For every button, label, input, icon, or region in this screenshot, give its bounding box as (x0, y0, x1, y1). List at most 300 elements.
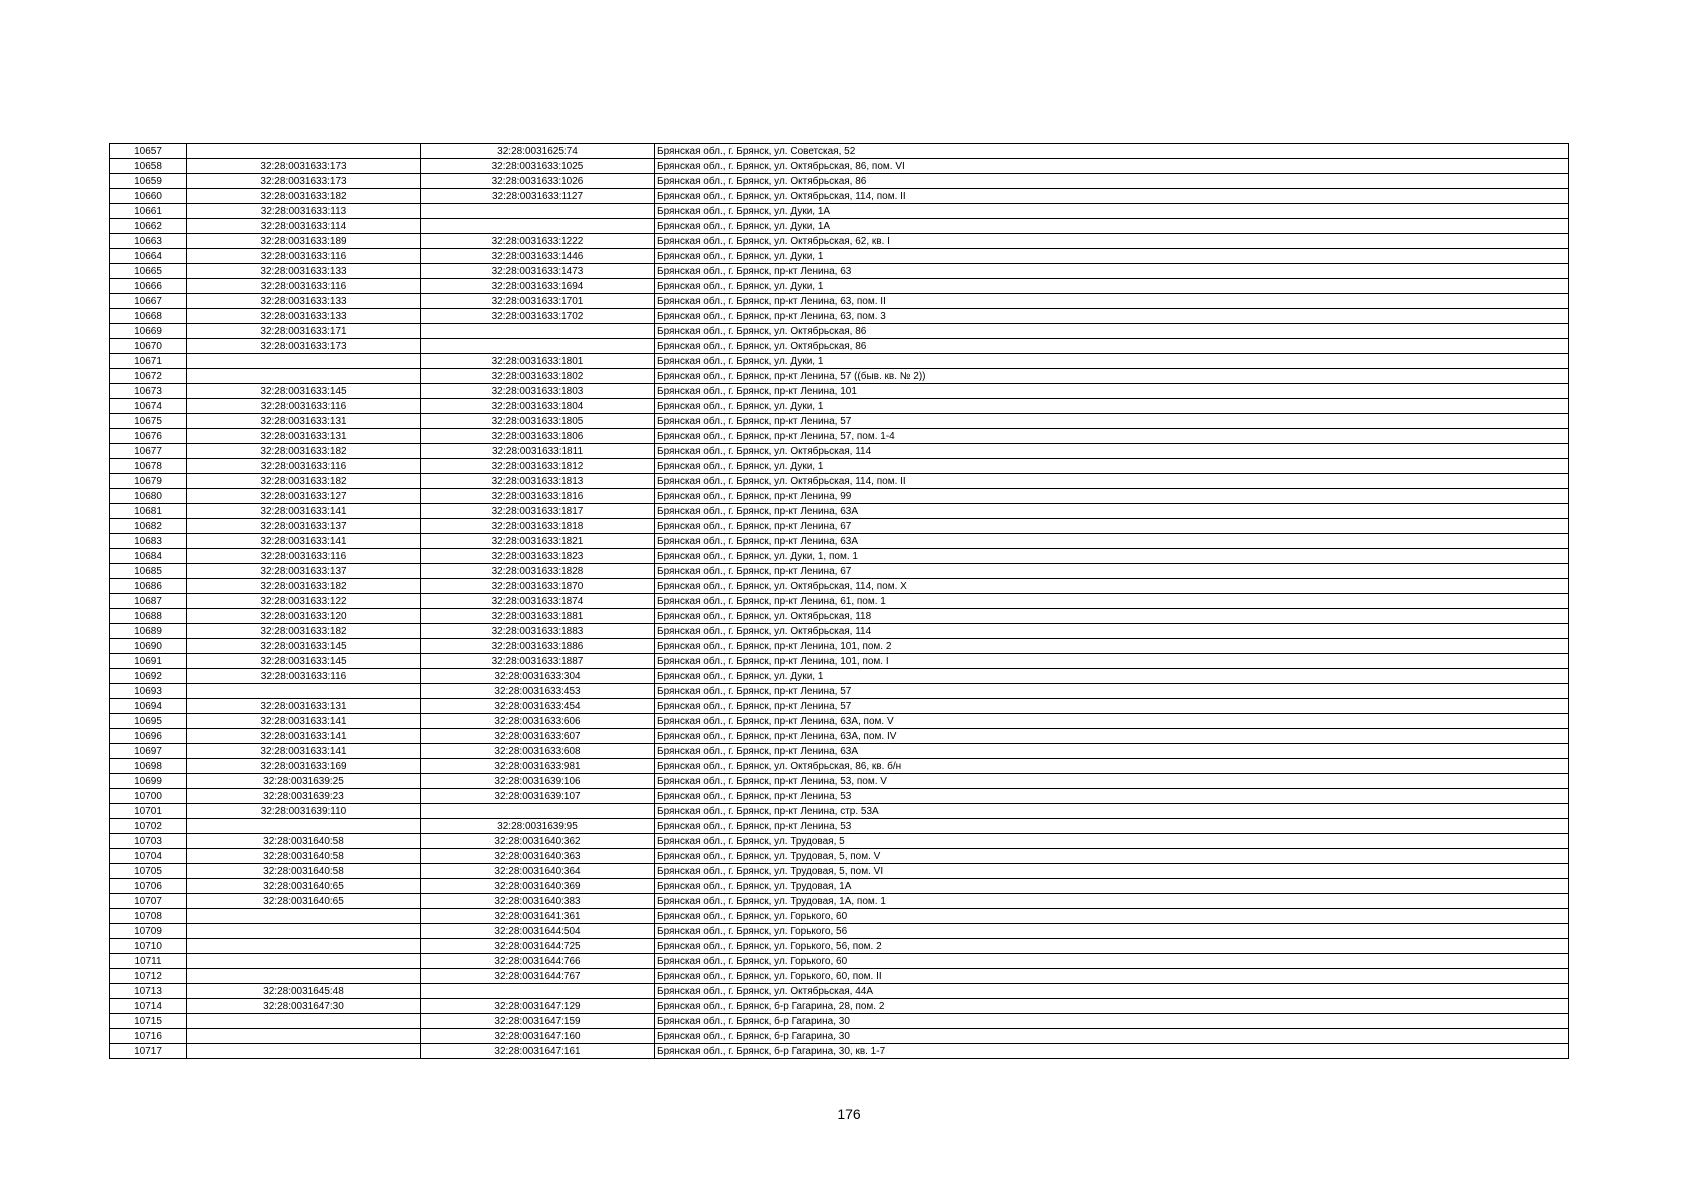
row-number-cell: 10676 (110, 429, 187, 444)
row-number-cell: 10680 (110, 489, 187, 504)
object-number-cell: 32:28:0031647:160 (421, 1029, 655, 1044)
parcel-number-cell: 32:28:0031633:116 (187, 279, 421, 294)
table-row (110, 549, 1569, 564)
row-number-cell: 10665 (110, 264, 187, 279)
parcel-number-cell (187, 1044, 421, 1059)
row-number-cell: 10669 (110, 324, 187, 339)
table-row (110, 984, 1569, 999)
row-number-cell: 10661 (110, 204, 187, 219)
address-cell: Брянская обл., г. Брянск, ул. Дуки, 1 (655, 669, 1569, 684)
row-number-cell: 10672 (110, 369, 187, 384)
row-number-cell: 10698 (110, 759, 187, 774)
parcel-number-cell: 32:28:0031633:131 (187, 429, 421, 444)
table-row (110, 774, 1569, 789)
object-number-cell: 32:28:0031633:1473 (421, 264, 655, 279)
address-cell: Брянская обл., г. Брянск, ул. Дуки, 1 (655, 354, 1569, 369)
address-cell: Брянская обл., г. Брянск, ул. Октябрьская, 44А (655, 984, 1569, 999)
address-cell: Брянская обл., г. Брянск, ул. Трудовая, 5 (655, 834, 1569, 849)
table-row (110, 609, 1569, 624)
address-cell: Брянская обл., г. Брянск, ул. Октябрьская, 86 (655, 324, 1569, 339)
table-row (110, 399, 1569, 414)
address-cell: Брянская обл., г. Брянск, ул. Горького, 60, пом. II (655, 969, 1569, 984)
object-number-cell: 32:28:0031633:1874 (421, 594, 655, 609)
table-row (110, 474, 1569, 489)
table-row (110, 1014, 1569, 1029)
object-number-cell: 32:28:0031633:1804 (421, 399, 655, 414)
table-row (110, 789, 1569, 804)
row-number-cell: 10714 (110, 999, 187, 1014)
parcel-number-cell: 32:28:0031645:48 (187, 984, 421, 999)
parcel-number-cell (187, 369, 421, 384)
table-row (110, 204, 1569, 219)
table-row (110, 249, 1569, 264)
address-cell: Брянская обл., г. Брянск, пр-кт Ленина, 101, пом. I (655, 654, 1569, 669)
object-number-cell (421, 339, 655, 354)
row-number-cell: 10683 (110, 534, 187, 549)
address-cell: Брянская обл., г. Брянск, пр-кт Ленина, 99 (655, 489, 1569, 504)
object-number-cell: 32:28:0031625:74 (421, 144, 655, 159)
table-row (110, 714, 1569, 729)
address-cell: Брянская обл., г. Брянск, пр-кт Ленина, 57 (655, 414, 1569, 429)
row-number-cell: 10678 (110, 459, 187, 474)
address-cell: Брянская обл., г. Брянск, пр-кт Ленина, 53 (655, 819, 1569, 834)
table-row (110, 849, 1569, 864)
parcel-number-cell: 32:28:0031633:173 (187, 174, 421, 189)
table-row (110, 699, 1569, 714)
object-number-cell: 32:28:0031641:361 (421, 909, 655, 924)
parcel-number-cell (187, 684, 421, 699)
parcel-number-cell: 32:28:0031633:116 (187, 669, 421, 684)
row-number-cell: 10700 (110, 789, 187, 804)
row-number-cell: 10702 (110, 819, 187, 834)
table-row (110, 459, 1569, 474)
row-number-cell: 10687 (110, 594, 187, 609)
parcel-number-cell: 32:28:0031633:182 (187, 474, 421, 489)
registry-table-body (110, 144, 1569, 1059)
parcel-number-cell: 32:28:0031633:173 (187, 159, 421, 174)
address-cell: Брянская обл., г. Брянск, б-р Гагарина, 30, кв. 1-7 (655, 1044, 1569, 1059)
object-number-cell: 32:28:0031644:767 (421, 969, 655, 984)
row-number-cell: 10686 (110, 579, 187, 594)
address-cell: Брянская обл., г. Брянск, пр-кт Ленина, 101 (655, 384, 1569, 399)
table-row (110, 834, 1569, 849)
parcel-number-cell: 32:28:0031640:58 (187, 849, 421, 864)
row-number-cell: 10664 (110, 249, 187, 264)
parcel-number-cell (187, 969, 421, 984)
address-cell: Брянская обл., г. Брянск, пр-кт Ленина, 57 (655, 684, 1569, 699)
row-number-cell: 10690 (110, 639, 187, 654)
address-cell: Брянская обл., г. Брянск, ул. Октябрьская, 86 (655, 339, 1569, 354)
table-row (110, 864, 1569, 879)
address-cell: Брянская обл., г. Брянск, ул. Октябрьская, 114 (655, 624, 1569, 639)
table-row (110, 999, 1569, 1014)
object-number-cell: 32:28:0031633:1818 (421, 519, 655, 534)
table-row (110, 939, 1569, 954)
table-row (110, 684, 1569, 699)
row-number-cell: 10711 (110, 954, 187, 969)
parcel-number-cell: 32:28:0031633:131 (187, 699, 421, 714)
parcel-number-cell: 32:28:0031633:133 (187, 264, 421, 279)
row-number-cell: 10715 (110, 1014, 187, 1029)
row-number-cell: 10671 (110, 354, 187, 369)
table-row (110, 279, 1569, 294)
table-row (110, 384, 1569, 399)
address-cell: Брянская обл., г. Брянск, пр-кт Ленина, 63, пом. II (655, 294, 1569, 309)
row-number-cell: 10660 (110, 189, 187, 204)
row-number-cell: 10713 (110, 984, 187, 999)
address-cell: Брянская обл., г. Брянск, ул. Октябрьская, 86, кв. б/н (655, 759, 1569, 774)
parcel-number-cell: 32:28:0031633:145 (187, 384, 421, 399)
address-cell: Брянская обл., г. Брянск, пр-кт Ленина, 61, пом. 1 (655, 594, 1569, 609)
page-number: 176 (837, 1106, 861, 1122)
table-row (110, 414, 1569, 429)
row-number-cell: 10706 (110, 879, 187, 894)
parcel-number-cell: 32:28:0031633:182 (187, 624, 421, 639)
parcel-number-cell: 32:28:0031633:116 (187, 249, 421, 264)
object-number-cell: 32:28:0031633:1694 (421, 279, 655, 294)
table-row (110, 519, 1569, 534)
table-row (110, 219, 1569, 234)
object-number-cell: 32:28:0031633:304 (421, 669, 655, 684)
parcel-number-cell: 32:28:0031633:141 (187, 504, 421, 519)
row-number-cell: 10717 (110, 1044, 187, 1059)
table-row (110, 669, 1569, 684)
parcel-number-cell (187, 1029, 421, 1044)
address-cell: Брянская обл., г. Брянск, ул. Горького, 56 (655, 924, 1569, 939)
address-cell: Брянская обл., г. Брянск, пр-кт Ленина, 67 (655, 519, 1569, 534)
address-cell: Брянская обл., г. Брянск, пр-кт Ленина, 67 (655, 564, 1569, 579)
address-cell: Брянская обл., г. Брянск, пр-кт Ленина, 63 (655, 264, 1569, 279)
address-cell: Брянская обл., г. Брянск, пр-кт Ленина, 57 ((быв. кв. № 2)) (655, 369, 1569, 384)
row-number-cell: 10659 (110, 174, 187, 189)
parcel-number-cell: 32:28:0031633:141 (187, 729, 421, 744)
row-number-cell: 10697 (110, 744, 187, 759)
address-cell: Брянская обл., г. Брянск, ул. Дуки, 1 (655, 249, 1569, 264)
table-row (110, 759, 1569, 774)
parcel-number-cell: 32:28:0031633:131 (187, 414, 421, 429)
address-cell: Брянская обл., г. Брянск, б-р Гагарина, 30 (655, 1029, 1569, 1044)
table-row (110, 159, 1569, 174)
table-row (110, 969, 1569, 984)
row-number-cell: 10677 (110, 444, 187, 459)
address-cell: Брянская обл., г. Брянск, пр-кт Ленина, 63А (655, 534, 1569, 549)
address-cell: Брянская обл., г. Брянск, ул. Горького, 60 (655, 909, 1569, 924)
parcel-number-cell: 32:28:0031633:122 (187, 594, 421, 609)
object-number-cell: 32:28:0031633:1026 (421, 174, 655, 189)
row-number-cell: 10681 (110, 504, 187, 519)
object-number-cell (421, 984, 655, 999)
object-number-cell: 32:28:0031647:159 (421, 1014, 655, 1029)
parcel-number-cell: 32:28:0031633:116 (187, 399, 421, 414)
table-row (110, 894, 1569, 909)
table-row (110, 744, 1569, 759)
object-number-cell: 32:28:0031633:454 (421, 699, 655, 714)
table-row (110, 909, 1569, 924)
object-number-cell: 32:28:0031633:1881 (421, 609, 655, 624)
address-cell: Брянская обл., г. Брянск, ул. Октябрьская, 118 (655, 609, 1569, 624)
object-number-cell: 32:28:0031633:1821 (421, 534, 655, 549)
table-row (110, 429, 1569, 444)
row-number-cell: 10703 (110, 834, 187, 849)
row-number-cell: 10704 (110, 849, 187, 864)
table-row (110, 234, 1569, 249)
row-number-cell: 10657 (110, 144, 187, 159)
row-number-cell: 10691 (110, 654, 187, 669)
object-number-cell: 32:28:0031633:1802 (421, 369, 655, 384)
table-row (110, 1044, 1569, 1059)
address-cell: Брянская обл., г. Брянск, ул. Дуки, 1А (655, 219, 1569, 234)
table-row (110, 579, 1569, 594)
row-number-cell: 10689 (110, 624, 187, 639)
address-cell: Брянская обл., г. Брянск, ул. Октябрьская, 62, кв. I (655, 234, 1569, 249)
parcel-number-cell (187, 939, 421, 954)
table-row (110, 534, 1569, 549)
address-cell: Брянская обл., г. Брянск, ул. Октябрьская, 114, пом. II (655, 474, 1569, 489)
object-number-cell: 32:28:0031633:1886 (421, 639, 655, 654)
row-number-cell: 10658 (110, 159, 187, 174)
row-number-cell: 10673 (110, 384, 187, 399)
object-number-cell (421, 324, 655, 339)
object-number-cell: 32:28:0031633:1823 (421, 549, 655, 564)
object-number-cell: 32:28:0031633:1025 (421, 159, 655, 174)
row-number-cell: 10694 (110, 699, 187, 714)
parcel-number-cell: 32:28:0031639:23 (187, 789, 421, 804)
address-cell: Брянская обл., г. Брянск, пр-кт Ленина, 53 (655, 789, 1569, 804)
table-row (110, 504, 1569, 519)
address-cell: Брянская обл., г. Брянск, пр-кт Ленина, 53, пом. V (655, 774, 1569, 789)
registry-table (109, 143, 1569, 1059)
object-number-cell: 32:28:0031633:453 (421, 684, 655, 699)
parcel-number-cell: 32:28:0031633:182 (187, 579, 421, 594)
address-cell: Брянская обл., г. Брянск, ул. Горького, 56, пом. 2 (655, 939, 1569, 954)
address-cell: Брянская обл., г. Брянск, ул. Трудовая, 5, пом. VI (655, 864, 1569, 879)
parcel-number-cell: 32:28:0031633:173 (187, 339, 421, 354)
object-number-cell: 32:28:0031633:608 (421, 744, 655, 759)
parcel-number-cell: 32:28:0031633:141 (187, 744, 421, 759)
object-number-cell: 32:28:0031633:1817 (421, 504, 655, 519)
row-number-cell: 10709 (110, 924, 187, 939)
object-number-cell: 32:28:0031633:1701 (421, 294, 655, 309)
parcel-number-cell: 32:28:0031633:169 (187, 759, 421, 774)
address-cell: Брянская обл., г. Брянск, пр-кт Ленина, 57 (655, 699, 1569, 714)
object-number-cell: 32:28:0031647:161 (421, 1044, 655, 1059)
address-cell: Брянская обл., г. Брянск, ул. Октябрьская, 86, пом. VI (655, 159, 1569, 174)
object-number-cell: 32:28:0031633:1805 (421, 414, 655, 429)
object-number-cell: 32:28:0031633:1806 (421, 429, 655, 444)
row-number-cell: 10668 (110, 309, 187, 324)
object-number-cell: 32:28:0031640:363 (421, 849, 655, 864)
table-row (110, 174, 1569, 189)
table-row (110, 639, 1569, 654)
object-number-cell: 32:28:0031633:1702 (421, 309, 655, 324)
table-row (110, 1029, 1569, 1044)
parcel-number-cell (187, 819, 421, 834)
address-cell: Брянская обл., г. Брянск, пр-кт Ленина, 101, пом. 2 (655, 639, 1569, 654)
row-number-cell: 10688 (110, 609, 187, 624)
address-cell: Брянская обл., г. Брянск, ул. Советская, 52 (655, 144, 1569, 159)
address-cell: Брянская обл., г. Брянск, ул. Дуки, 1А (655, 204, 1569, 219)
row-number-cell: 10667 (110, 294, 187, 309)
parcel-number-cell: 32:28:0031633:127 (187, 489, 421, 504)
parcel-number-cell: 32:28:0031633:189 (187, 234, 421, 249)
object-number-cell: 32:28:0031633:1446 (421, 249, 655, 264)
table-row (110, 189, 1569, 204)
table-row (110, 444, 1569, 459)
table-row (110, 369, 1569, 384)
address-cell: Брянская обл., г. Брянск, ул. Дуки, 1, пом. 1 (655, 549, 1569, 564)
parcel-number-cell: 32:28:0031633:171 (187, 324, 421, 339)
row-number-cell: 10684 (110, 549, 187, 564)
parcel-number-cell: 32:28:0031633:116 (187, 549, 421, 564)
parcel-number-cell (187, 1014, 421, 1029)
address-cell: Брянская обл., г. Брянск, б-р Гагарина, 30 (655, 1014, 1569, 1029)
object-number-cell: 32:28:0031633:981 (421, 759, 655, 774)
object-number-cell: 32:28:0031633:1222 (421, 234, 655, 249)
object-number-cell: 32:28:0031633:1812 (421, 459, 655, 474)
object-number-cell: 32:28:0031633:1887 (421, 654, 655, 669)
row-number-cell: 10670 (110, 339, 187, 354)
object-number-cell: 32:28:0031633:606 (421, 714, 655, 729)
address-cell: Брянская обл., г. Брянск, ул. Дуки, 1 (655, 459, 1569, 474)
table-row (110, 564, 1569, 579)
object-number-cell (421, 804, 655, 819)
parcel-number-cell (187, 954, 421, 969)
parcel-number-cell: 32:28:0031640:58 (187, 864, 421, 879)
row-number-cell: 10705 (110, 864, 187, 879)
row-number-cell: 10682 (110, 519, 187, 534)
object-number-cell: 32:28:0031639:106 (421, 774, 655, 789)
row-number-cell: 10685 (110, 564, 187, 579)
row-number-cell: 10701 (110, 804, 187, 819)
table-row (110, 819, 1569, 834)
parcel-number-cell: 32:28:0031640:58 (187, 834, 421, 849)
table-row (110, 954, 1569, 969)
parcel-number-cell: 32:28:0031633:141 (187, 714, 421, 729)
row-number-cell: 10708 (110, 909, 187, 924)
table-row (110, 729, 1569, 744)
row-number-cell: 10696 (110, 729, 187, 744)
table-row (110, 594, 1569, 609)
object-number-cell: 32:28:0031640:369 (421, 879, 655, 894)
object-number-cell: 32:28:0031633:1813 (421, 474, 655, 489)
address-cell: Брянская обл., г. Брянск, ул. Октябрьская, 114 (655, 444, 1569, 459)
object-number-cell: 32:28:0031644:766 (421, 954, 655, 969)
parcel-number-cell: 32:28:0031639:110 (187, 804, 421, 819)
table-row (110, 354, 1569, 369)
object-number-cell: 32:28:0031640:364 (421, 864, 655, 879)
row-number-cell: 10679 (110, 474, 187, 489)
parcel-number-cell: 32:28:0031633:116 (187, 459, 421, 474)
address-cell: Брянская обл., г. Брянск, ул. Октябрьская, 114, пом. X (655, 579, 1569, 594)
parcel-number-cell: 32:28:0031633:120 (187, 609, 421, 624)
address-cell: Брянская обл., г. Брянск, пр-кт Ленина, 63А, пом. V (655, 714, 1569, 729)
address-cell: Брянская обл., г. Брянск, ул. Дуки, 1 (655, 279, 1569, 294)
parcel-number-cell: 32:28:0031633:137 (187, 564, 421, 579)
table-row (110, 804, 1569, 819)
address-cell: Брянская обл., г. Брянск, пр-кт Ленина, 63, пом. 3 (655, 309, 1569, 324)
parcel-number-cell: 32:28:0031633:133 (187, 294, 421, 309)
table-row (110, 339, 1569, 354)
row-number-cell: 10662 (110, 219, 187, 234)
object-number-cell: 32:28:0031633:1801 (421, 354, 655, 369)
row-number-cell: 10675 (110, 414, 187, 429)
address-cell: Брянская обл., г. Брянск, пр-кт Ленина, 63А (655, 744, 1569, 759)
object-number-cell: 32:28:0031633:607 (421, 729, 655, 744)
parcel-number-cell: 32:28:0031647:30 (187, 999, 421, 1014)
object-number-cell: 32:28:0031633:1883 (421, 624, 655, 639)
object-number-cell: 32:28:0031633:1870 (421, 579, 655, 594)
parcel-number-cell: 32:28:0031633:182 (187, 444, 421, 459)
address-cell: Брянская обл., г. Брянск, ул. Октябрьская, 114, пом. II (655, 189, 1569, 204)
object-number-cell: 32:28:0031644:725 (421, 939, 655, 954)
object-number-cell: 32:28:0031633:1816 (421, 489, 655, 504)
parcel-number-cell: 32:28:0031633:114 (187, 219, 421, 234)
object-number-cell: 32:28:0031644:504 (421, 924, 655, 939)
row-number-cell: 10699 (110, 774, 187, 789)
parcel-number-cell (187, 144, 421, 159)
parcel-number-cell: 32:28:0031633:145 (187, 639, 421, 654)
table-row (110, 264, 1569, 279)
table-row (110, 324, 1569, 339)
row-number-cell: 10695 (110, 714, 187, 729)
parcel-number-cell: 32:28:0031633:137 (187, 519, 421, 534)
object-number-cell: 32:28:0031640:362 (421, 834, 655, 849)
parcel-number-cell (187, 909, 421, 924)
address-cell: Брянская обл., г. Брянск, пр-кт Ленина, 57, пом. 1-4 (655, 429, 1569, 444)
address-cell: Брянская обл., г. Брянск, ул. Трудовая, 1А, пом. 1 (655, 894, 1569, 909)
object-number-cell: 32:28:0031633:1828 (421, 564, 655, 579)
address-cell: Брянская обл., г. Брянск, ул. Горького, 60 (655, 954, 1569, 969)
row-number-cell: 10692 (110, 669, 187, 684)
table-row (110, 624, 1569, 639)
parcel-number-cell: 32:28:0031640:65 (187, 879, 421, 894)
row-number-cell: 10674 (110, 399, 187, 414)
parcel-number-cell: 32:28:0031633:133 (187, 309, 421, 324)
row-number-cell: 10716 (110, 1029, 187, 1044)
table-row (110, 654, 1569, 669)
parcel-number-cell: 32:28:0031633:141 (187, 534, 421, 549)
address-cell: Брянская обл., г. Брянск, ул. Трудовая, 1А (655, 879, 1569, 894)
row-number-cell: 10707 (110, 894, 187, 909)
object-number-cell (421, 219, 655, 234)
address-cell: Брянская обл., г. Брянск, пр-кт Ленина, 63А (655, 504, 1569, 519)
object-number-cell: 32:28:0031633:1803 (421, 384, 655, 399)
parcel-number-cell: 32:28:0031633:145 (187, 654, 421, 669)
row-number-cell: 10663 (110, 234, 187, 249)
parcel-number-cell: 32:28:0031633:113 (187, 204, 421, 219)
object-number-cell: 32:28:0031633:1811 (421, 444, 655, 459)
parcel-number-cell: 32:28:0031639:25 (187, 774, 421, 789)
object-number-cell: 32:28:0031639:107 (421, 789, 655, 804)
parcel-number-cell: 32:28:0031640:65 (187, 894, 421, 909)
address-cell: Брянская обл., г. Брянск, б-р Гагарина, 28, пом. 2 (655, 999, 1569, 1014)
table-row (110, 879, 1569, 894)
table-row (110, 294, 1569, 309)
table-row (110, 309, 1569, 324)
object-number-cell: 32:28:0031647:129 (421, 999, 655, 1014)
address-cell: Брянская обл., г. Брянск, ул. Трудовая, 5, пом. V (655, 849, 1569, 864)
address-cell: Брянская обл., г. Брянск, ул. Дуки, 1 (655, 399, 1569, 414)
address-cell: Брянская обл., г. Брянск, пр-кт Ленина, стр. 53А (655, 804, 1569, 819)
table-row (110, 144, 1569, 159)
object-number-cell: 32:28:0031633:1127 (421, 189, 655, 204)
parcel-number-cell: 32:28:0031633:182 (187, 189, 421, 204)
table-row (110, 924, 1569, 939)
object-number-cell (421, 204, 655, 219)
table-row (110, 489, 1569, 504)
parcel-number-cell (187, 354, 421, 369)
row-number-cell: 10710 (110, 939, 187, 954)
